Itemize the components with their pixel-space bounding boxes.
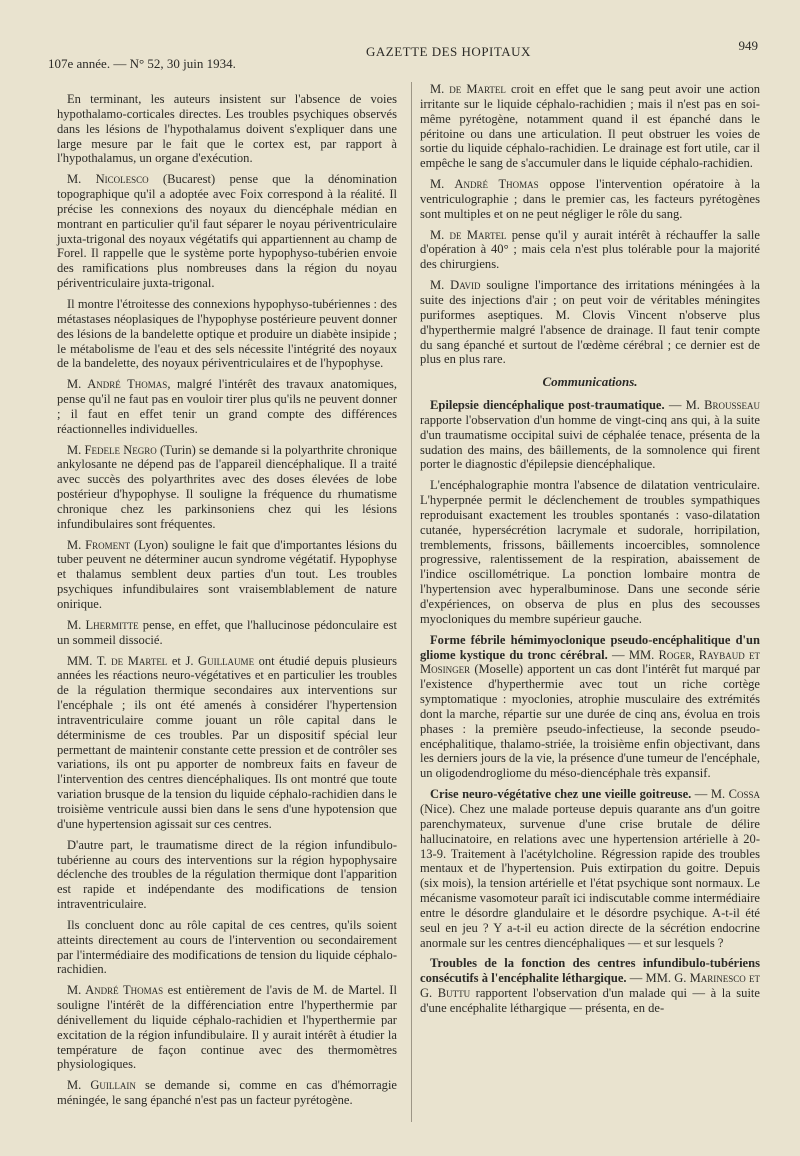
paragraph	[57, 983, 397, 1072]
issue-info: 107e année. — N° 52, 30 juin 1934.	[48, 56, 236, 71]
speaker-name: M. André Thomas	[67, 983, 164, 998]
communication	[420, 633, 760, 781]
author-name: M. Brousseau	[685, 398, 760, 413]
paragraph	[57, 538, 397, 612]
left-column	[57, 92, 397, 1114]
speaker-name: MM. T. de Martel	[67, 653, 168, 668]
communication-title: Epilepsie diencéphalique post-traumatique.	[430, 398, 665, 413]
communication	[420, 956, 760, 1015]
paragraph: Il montre l'étroitesse des connexions hypophyso-tubériennes : des métastases néoplasiques de l'hypophyse postérieure peuvent donner des lésions de la bandelette optique et produire un diabète insipide ; le métabolisme de l'eau et des sels nécessite l'intégrité des noyaux de la bandelette, des noyaux périventriculaires et de l'hypophyse.	[57, 296, 397, 371]
paragraph	[420, 278, 760, 367]
communication-text: (Moselle) apportent un cas dont l'intérêt fut marqué par l'existence d'hyperthermie avec tout un riche cortège symptomatique : myoclonies, atrophie musculaire des extrémités dont la marche, répartie sur une durée de cinq ans, évolua en trois phases : la première pseudo-infectieuse, la seconde pseudo-encéphalitique, thalamo-striée, la troisième enfin objectivant, dans les derniers jours de la vie, la présence d'une tumeur de l'encéphale, un oligodendrogliome du méso-diencéphale très expansif.	[420, 662, 760, 781]
speaker-name: M. Froment	[67, 537, 131, 552]
paragraph: D'autre part, le traumatisme direct de la région infundibulo-tubérienne au cours des interventions sur la région hypophysaire déclenche des troubles de la régulation thermique dont l'apparition est rapide et indépendante des modifications de tension intraventriculaire.	[57, 837, 397, 912]
paragraph-text: (Turin) se demande si la polyarthrite chronique ankylosante ne dépend pas de l'appareil diencéphalique. Il a traité avec succès des polyarthrites avec des doses élevées de lobe postérieur d'hypophyse. Il souligne la fréquence du rhumatisme chronique chez les parkinsoniens chez qui les lésions infundibulaires sont fréquentes.	[57, 442, 397, 531]
paragraph-text: (Lyon) souligne le fait que d'importantes lésions du tuber peuvent ne déterminer aucun syndrome végétatif. Hypophyse et thalamus semblent deux parties d'un tout. Les troubles psychiques infundibulaires sont vraisemblablement de nature onirique.	[57, 537, 397, 611]
paragraph	[57, 654, 397, 832]
journal-title: GAZETTE DES HOPITAUX	[366, 44, 531, 59]
paragraph	[420, 82, 760, 171]
speaker-name: M. Guillain	[67, 1078, 136, 1093]
communication-text: rapportent l'observation d'un malade qui — à la suite d'une encéphalite léthargique — présenta, en de-	[420, 986, 760, 1015]
communication-text: rapporte l'observation d'un homme de vingt-cinq ans qui, à la suite d'un traumatisme occipital suivi de céphalée tenace, présenta de la sudation des mains, des bâillements, de la somnolence qui firent porter le diagnostic d'épilepsie diencéphalique.	[420, 412, 760, 472]
paragraph-text: pense qu'il y aurait intérêt à réchauffer la salle d'opération à 40° ; mais cela n'est plus tolérable pour la majorité des chirurgiens.	[420, 227, 760, 272]
paragraph: En terminant, les auteurs insistent sur l'absence de voies hypothalamo-corticales directes. Les troubles psychiques observés dans les lésions de l'hypothalamus doivent s'expliquer dans une large mesure par le fait que le cortex est, par rapport à l'hypothalamus, un organe d'exécution.	[57, 92, 397, 166]
page-number: 949	[738, 38, 758, 53]
speaker-name: M. David	[430, 278, 481, 293]
communication-text: (Nice). Chez une malade porteuse depuis quarante ans d'un goitre parenchymateux, survenue d'une crise brutale de délire hallucinatoire, en relations avec une hypertension artérielle à 20-13-9. Traitement à l'acétylcholine. Régression rapide des troubles mentaux et de l'hypertension. Puis extirpation du goitre. Depuis (six mois), la tension artérielle et l'état psychique sont normaux. Le mécanisme vasomoteur paraît ici indiscutable comme intermédiaire entre le désordre glandulaire et le désordre psychique. A-t-il été seul en jeu ? Y a-t-il eu action directe de la sécrétion endocrine anormale sur les centres diencéphaliques — et sur lesquels ?	[420, 801, 760, 950]
communication-title: Troubles de la fonction des centres infundibulo-tubériens consécutifs à l'encéphalite léthargique.	[420, 956, 760, 986]
paragraph-text: se demande si, comme en cas d'hémorragie méningée, le sang épanché n'est pas un facteur pyrétogène.	[57, 1078, 398, 1108]
speaker-name: M. André Thomas	[67, 377, 168, 392]
dash: —	[626, 971, 646, 986]
speaker-name: M. André Thomas	[430, 177, 539, 192]
paragraph	[57, 377, 397, 436]
paragraph-text: est entièrement de l'avis de M. de Martel. Il souligne l'intérêt de la différenciation entre l'hyperthermie par dénivellement du liquide céphalo-rachidien et l'hyperthermie par excitation de la région infundibulaire. Il y aurait intérêt à étudier la température de façon continue avec des thermomètres physiologiques.	[57, 983, 397, 1072]
paragraph	[57, 172, 397, 291]
author-name: M. Cossa	[710, 787, 760, 802]
dash: —	[691, 787, 711, 802]
paragraph-text: (Bucarest) pense que la dénomination topographique qu'il a adoptée avec Foix correspond à la réalité. Il précise les connexions des noyaux du diencéphale médian en montrant en particulier qu'il faut séparer le noyau périventriculaire juxta-trigonal des noyaux végétatifs qui appartiennent au champ de Forel. Il rappelle que le système porte hypophyso-tubérien envoie des ramifications plus nombreuses dans la région du noyau périventriculaire juxta-trigonal.	[57, 172, 398, 291]
communication	[420, 787, 760, 950]
paragraph	[57, 443, 397, 532]
speaker-name-2: J. Guillaume	[185, 653, 255, 668]
paragraph	[420, 177, 760, 222]
author-name: MM. G. Marinesco et G. Buttu	[420, 971, 760, 1001]
paragraph-text: ont étudié depuis plusieurs années les réactions neuro-végétatives et en particulier les troubles de la régulation thermique secondaires aux interventions sur l'encéphale ; ils ont été amenés à considérer l'hypertension intraventriculaire comme jouant un rôle capital dans le déterminisme de ces troubles. Par un dispositif spécial leur permettant de maintenir constante cette pression et de contrôler ses variations, ils ont pu apporter de nombreux faits en faveur de l'intervention des centres diencéphaliques. Ils ont montré que toute variation brusque de la tension du liquide céphalo-rachidien dans le troisième ventricule aussi bien dans le sens d'une hypotension que d'une hypertension agissait sur ces centres.	[57, 653, 397, 831]
section-heading: Communications.	[542, 374, 638, 390]
paragraph	[57, 1078, 397, 1108]
paragraph-text: oppose l'intervention opératoire à la ventriculographie ; dans le premier cas, les facteurs pyrétogènes sont multiples et on ne peut négliger le rôle du sang.	[420, 177, 760, 221]
speaker-name: M. de Martel	[430, 227, 507, 242]
speaker-name: M. Nicolesco	[67, 172, 149, 187]
author-name: MM. Roger, Raybaud et Mosinger	[420, 647, 760, 677]
dash: —	[607, 647, 629, 662]
speaker-name: M. Lhermitte	[67, 617, 139, 632]
paragraph-text: souligne l'importance des irritations méningées à la suite des injections d'air ; on peut voir de véritables méningites puriformes aseptiques. M. Clovis Vincent n'observe plus d'hyperthermie malgré l'absence de drainage. Il faut tenir compte du sang épanché et surtout de l'œdème cérébral ; ce dernier est de plus en plus rare.	[420, 278, 760, 367]
speaker-name: M. Fedele Negro	[67, 442, 157, 457]
paragraph: L'encéphalographie montra l'absence de dilatation ventriculaire. L'hyperpnée permit le déclenchement de troubles sympathiques reproduisant exactement les troubles spontanés : vaso-dilatation cutanée, hypersécrétion lacrymale et sudorale, horripilation, tremblements, frissons, bâillements incoercibles, somnolence progressive, ralentissement de la respiration, abaissement de l'indice oscillométrique. La ponction lombaire montra de l'hypertension avec hyperalbuminose. Dans une seconde série d'expériences, on observa de plus en plus des secousses myocloniques du membre supérieur gauche.	[420, 478, 760, 626]
page-header	[48, 40, 758, 70]
communication-title: Forme fébrile hémimyoclonique pseudo-encéphalitique d'un gliome kystique du tronc cérébral.	[420, 632, 760, 662]
paragraph-text: croit en effet que le sang peut avoir une action irritante sur le liquide céphalo-rachidien ; mais il n'est pas en soi-même pyrétogène, notamment quand il est épanché dans le péritoine ou dans une articulation. Il peut obstruer les voies de sortie du liquide céphalo-rachidien. Le drainage est fort utile, car il empêche le sang de s'accumuler dans le liquide céphalo-rachidien.	[420, 82, 760, 171]
dash: —	[664, 398, 686, 413]
right-column	[420, 82, 760, 1022]
paragraph-text: , malgré l'intérêt des travaux anatomiques, pense qu'il ne faut pas en vouloir tirer plus qu'ils ne peuvent donner ; il faut en effet tenir un grand compte des différences réactionnelles individuelles.	[57, 377, 397, 436]
column-divider	[411, 82, 412, 1122]
paragraph	[57, 618, 397, 648]
paragraph-text: pense, en effet, que l'hallucinose pédonculaire est un sommeil dissocié.	[57, 617, 397, 647]
conjunction: et	[167, 653, 186, 668]
paragraph	[420, 228, 760, 273]
paragraph: Ils concluent donc au rôle capital de ces centres, qu'ils soient atteints directement au cours de l'intervention ou secondairement par l'intermédiaire des modifications de tension du liquide céphalo-rachidien.	[57, 917, 397, 977]
speaker-name: M. de Martel	[430, 82, 506, 96]
communication-title: Crise neuro-végétative chez une vieille goitreuse.	[430, 787, 692, 802]
communication	[420, 398, 760, 472]
